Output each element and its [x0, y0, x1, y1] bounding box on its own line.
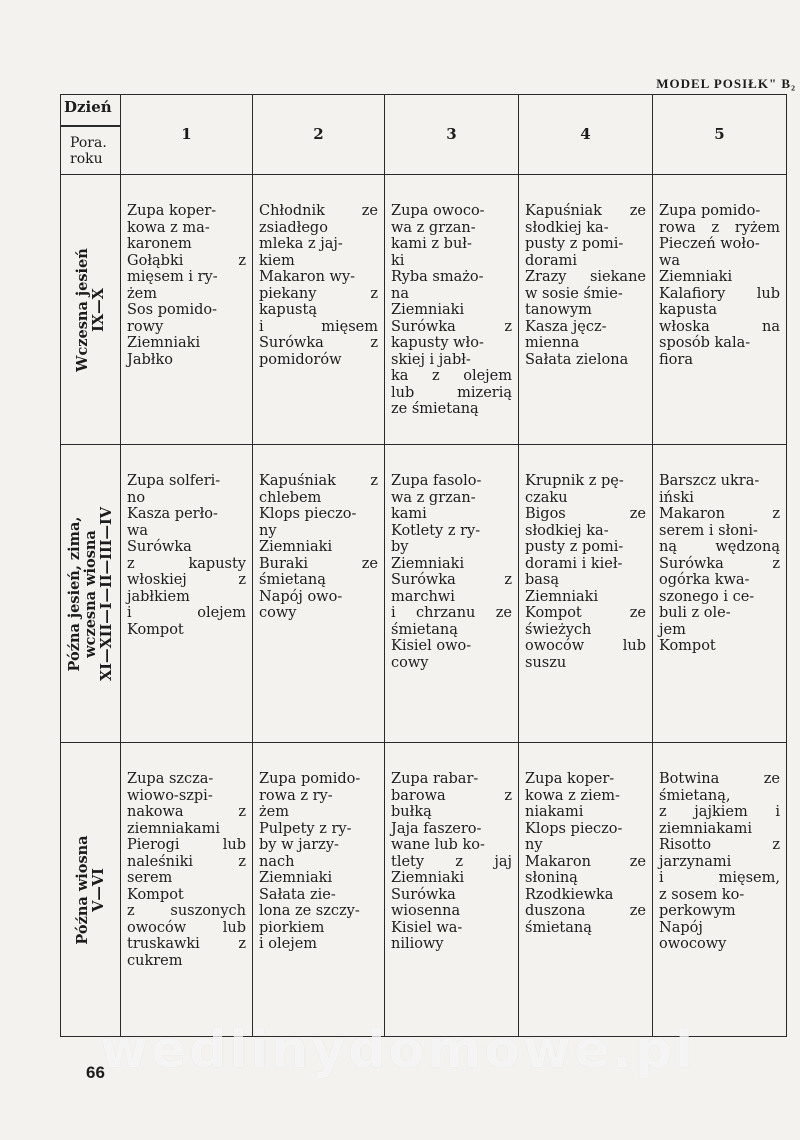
- menu-cell-day-4: [519, 445, 653, 743]
- season-label-line: Wczesna jesień: [73, 247, 91, 372]
- menu-line: pomidorów: [259, 351, 342, 368]
- menu-line: zsiadłego: [259, 219, 328, 236]
- menu-line: Zupa rabar-: [391, 771, 479, 787]
- menu-line: rowa z ry-: [259, 787, 333, 804]
- menu-line: Rzodkiewka: [525, 886, 614, 903]
- menu-line: słodkiej ka-: [525, 219, 609, 236]
- menu-line: Botwina ze: [659, 771, 780, 787]
- menu-line: śmietaną,: [659, 787, 731, 804]
- menu-line: nach: [259, 853, 295, 870]
- corner-divider: [61, 125, 120, 127]
- menu-line: świeżych: [525, 621, 592, 638]
- day-label: Dzień: [64, 98, 112, 116]
- menu-line: Kotlety z ry-: [391, 522, 481, 539]
- menu-line: pusty z pomi-: [525, 236, 624, 252]
- menu-line: piekany z: [259, 285, 378, 302]
- menu-line: Surówka: [127, 539, 192, 555]
- season-label-line: IX—X: [89, 287, 107, 332]
- menu-line: ziemniakami: [659, 820, 753, 837]
- menu-line: by w jarzy-: [259, 837, 339, 853]
- season-label-line: V—VI: [89, 867, 107, 912]
- menu-line: Risotto z: [659, 837, 780, 853]
- menu-line: barowa z: [391, 787, 512, 804]
- menu-line: tlety z jaj: [391, 853, 512, 870]
- header-row: [61, 95, 787, 175]
- menu-line: duszona ze: [525, 903, 646, 919]
- menu-line: żem: [259, 804, 289, 820]
- menu-line: Surówka z: [391, 318, 512, 335]
- season-label: [75, 835, 107, 944]
- menu-cell-day-5: [653, 743, 787, 1037]
- menu-line: jem: [659, 621, 686, 638]
- menu-line: wiowo-szpi-: [127, 787, 213, 804]
- menu-line: śmietaną: [391, 621, 458, 638]
- menu-line: skiej i jabł-: [391, 351, 471, 368]
- menu-line: kowa z ziem-: [525, 787, 620, 804]
- menu-line: Ziemniaki: [391, 555, 465, 572]
- menu-line: Pulpety z ry-: [259, 820, 352, 837]
- menu-line: Kompot ze: [525, 605, 646, 621]
- menu-line: no: [127, 489, 146, 506]
- menu-line: czaku: [525, 489, 568, 506]
- menu-line: włoskiej z: [127, 572, 246, 588]
- menu-line: fiora: [659, 351, 693, 368]
- menu-line: cowy: [391, 654, 429, 671]
- menu-line: ka z olejem: [391, 368, 512, 384]
- menu-line: mienna: [525, 335, 580, 351]
- menu-line: bułką: [391, 804, 432, 820]
- menu-line: Jaja faszero-: [391, 820, 482, 837]
- menu-line: cukrem: [127, 952, 183, 969]
- menu-line: niakami: [525, 804, 584, 820]
- menu-line: Zupa koper-: [525, 771, 615, 787]
- menu-line: na: [391, 285, 409, 302]
- menu-line: Ziemniaki: [259, 870, 333, 886]
- menu-line: ze śmietaną: [391, 401, 479, 417]
- menu-line: Ziemniaki: [525, 588, 599, 605]
- menu-line: nakowa z: [127, 804, 246, 820]
- menu-line: jabłkiem: [127, 588, 190, 605]
- corner-cell: [61, 95, 121, 175]
- menu-line: wane lub ko-: [391, 837, 485, 853]
- menu-line: wa: [659, 252, 681, 269]
- season-label: [75, 248, 107, 372]
- menu-line: ną wędzoną: [659, 539, 780, 555]
- menu-line: sposób kala-: [659, 335, 751, 351]
- menu-line: tanowym: [525, 302, 592, 318]
- menu-line: ziemniakami: [127, 820, 221, 837]
- season-label-line: XI—XII—I—II—III—IV: [97, 506, 115, 681]
- menu-line: ny: [259, 522, 277, 539]
- menu-cell-day-4: [519, 743, 653, 1037]
- menu-line: piorkiem: [259, 919, 325, 936]
- menu-line: kami: [391, 506, 427, 522]
- menu-line: wa z grzan-: [391, 219, 476, 236]
- menu-line: Sałata zielona: [525, 351, 629, 368]
- menu-line: ogórka kwa-: [659, 572, 750, 588]
- menu-line: ny: [525, 837, 543, 853]
- menu-line: kami z buł-: [391, 236, 472, 252]
- menu-line: owoców lub: [127, 919, 246, 936]
- menu-cell-day-1: [121, 175, 253, 445]
- menu-line: Ziemniaki: [391, 302, 465, 318]
- menu-line: Ziemniaki: [659, 269, 733, 285]
- menu-line: i mięsem: [259, 318, 378, 335]
- menu-line: słodkiej ka-: [525, 522, 609, 539]
- menu-line: Pieczeń woło-: [659, 236, 760, 252]
- menu-line: serem i słoni-: [659, 522, 758, 539]
- menu-line: Ziemniaki: [391, 870, 465, 886]
- menu-line: rowa z ryżem: [659, 219, 780, 236]
- menu-line: Kapuśniak ze: [525, 203, 646, 219]
- day-header-2: 2: [253, 95, 385, 175]
- menu-line: Jabłko: [127, 351, 173, 368]
- menu-cell-day-5: [653, 175, 787, 445]
- menu-cell-day-5: [653, 445, 787, 743]
- menu-line: słoniną: [525, 870, 578, 886]
- menu-line: kowa z ma-: [127, 219, 210, 236]
- menu-line: marchwi: [391, 588, 455, 605]
- season-cell: [61, 743, 121, 1037]
- menu-line: Bigos ze: [525, 506, 646, 522]
- season-label-line: Późna wiosna: [73, 834, 91, 945]
- menu-line: i mięsem,: [659, 870, 780, 886]
- menu-cell-day-1: [121, 445, 253, 743]
- menu-line: owocowy: [659, 936, 727, 952]
- menu-line: śmietaną: [259, 572, 326, 588]
- menu-line: by: [391, 539, 409, 555]
- menu-line: Kalafiory lub: [659, 285, 780, 302]
- menu-line: chlebem: [259, 489, 322, 506]
- day-header-4: 4: [519, 95, 653, 175]
- menu-line: owoców lub: [525, 638, 646, 654]
- season-row-late-autumn-winter: [61, 445, 787, 743]
- season-row-early-autumn: [61, 175, 787, 445]
- menu-line: cowy: [259, 605, 297, 621]
- menu-line: suszu: [525, 654, 567, 671]
- season-cell: [61, 175, 121, 445]
- menu-line: kiem: [259, 252, 295, 269]
- menu-line: Zupa owoco-: [391, 203, 485, 219]
- menu-line: Krupnik z pę-: [525, 473, 624, 489]
- menu-line: Surówka z: [259, 335, 378, 351]
- menu-line: Kompot: [127, 621, 184, 638]
- menu-line: Makaron z: [659, 506, 780, 522]
- menu-line: Surówka z: [391, 572, 512, 588]
- menu-line: Surówka: [391, 886, 456, 903]
- day-header-5: 5: [653, 95, 787, 175]
- menu-line: ki: [391, 252, 405, 269]
- menu-line: iński: [659, 489, 694, 506]
- menu-line: Kompot: [659, 638, 716, 654]
- menu-line: wa z grzan-: [391, 489, 476, 506]
- menu-line: kapustą: [259, 302, 317, 318]
- page-number: 66: [86, 1063, 105, 1082]
- menu-line: mleka z jaj-: [259, 236, 343, 252]
- menu-line: basą: [525, 572, 560, 588]
- menu-line: Zupa pomido-: [259, 771, 361, 787]
- menu-line: Kompot: [127, 886, 184, 903]
- menu-line: perkowym: [659, 903, 736, 919]
- menu-line: karonem: [127, 236, 192, 252]
- menu-line: z kapusty: [127, 555, 246, 572]
- menu-line: Kapuśniak z: [259, 473, 378, 489]
- menu-cell-day-3: [385, 743, 519, 1037]
- menu-cell-day-1: [121, 743, 253, 1037]
- menu-line: Zrazy siekane: [525, 269, 646, 285]
- day-header-1: 1: [121, 95, 253, 175]
- meal-plan-table-wrap: [60, 94, 786, 1036]
- menu-line: Zupa pomido-: [659, 203, 761, 219]
- menu-line: Klops pieczo-: [525, 820, 623, 837]
- menu-line: lona ze szczy-: [259, 903, 360, 919]
- menu-line: serem: [127, 870, 173, 886]
- menu-line: Gołąbki z: [127, 252, 246, 269]
- meal-plan-table: [60, 94, 787, 1037]
- menu-line: śmietaną: [525, 919, 592, 936]
- menu-line: Kisiel owo-: [391, 638, 472, 654]
- menu-line: pusty z pomi-: [525, 539, 624, 555]
- menu-line: truskawki z: [127, 936, 246, 952]
- season-label-line1: Pora.: [70, 135, 107, 151]
- menu-line: kapusty wło-: [391, 335, 484, 351]
- menu-line: Barszcz ukra-: [659, 473, 760, 489]
- menu-line: wa: [127, 522, 149, 539]
- day-header-3: 3: [385, 95, 519, 175]
- menu-line: naleśniki z: [127, 853, 246, 870]
- season-label-line: wczesna wiosna: [81, 529, 99, 658]
- menu-cell-day-3: [385, 445, 519, 743]
- menu-line: Chłodnik ze: [259, 203, 378, 219]
- menu-line: jarzynami: [659, 853, 732, 870]
- menu-line: rowy: [127, 318, 164, 335]
- menu-line: Sałata zie-: [259, 886, 336, 903]
- menu-line: Ziemniaki: [127, 335, 201, 351]
- menu-cell-day-3: [385, 175, 519, 445]
- season-label-line: Późna jesień, zima,: [65, 516, 83, 671]
- menu-cell-day-2: [253, 175, 385, 445]
- menu-line: Ryba smażo-: [391, 269, 484, 285]
- menu-line: buli z ole-: [659, 605, 731, 621]
- menu-line: Napój owo-: [259, 588, 343, 605]
- menu-line: Pierogi lub: [127, 837, 246, 853]
- menu-cell-day-2: [253, 743, 385, 1037]
- menu-line: Zupa koper-: [127, 203, 217, 219]
- menu-line: z sosem ko-: [659, 886, 745, 903]
- menu-line: i olejem: [127, 605, 246, 621]
- menu-line: Surówka z: [659, 555, 780, 572]
- menu-line: dorami: [525, 252, 577, 269]
- menu-line: Zupa szcza-: [127, 771, 214, 787]
- menu-line: i olejem: [259, 936, 318, 952]
- menu-line: Ziemniaki: [259, 539, 333, 555]
- menu-line: Zupa solferi-: [127, 473, 221, 489]
- menu-line: Kisiel wa-: [391, 919, 463, 936]
- menu-line: Kasza perło-: [127, 506, 218, 522]
- menu-line: Zupa fasolo-: [391, 473, 482, 489]
- menu-cell-day-4: [519, 175, 653, 445]
- season-cell: [61, 445, 121, 743]
- menu-line: z jajkiem i: [659, 804, 780, 820]
- menu-line: Sos pomido-: [127, 302, 218, 318]
- season-row-late-spring: [61, 743, 787, 1037]
- menu-line: Buraki ze: [259, 555, 378, 572]
- menu-line: Makaron ze: [525, 853, 646, 870]
- menu-line: w sosie śmie-: [525, 285, 623, 302]
- menu-line: mięsem i ry-: [127, 269, 218, 285]
- watermark: wedlinydomowe.pl: [100, 1020, 697, 1080]
- menu-line: z suszonych: [127, 903, 246, 919]
- menu-line: włoska na: [659, 318, 780, 335]
- menu-cell-day-2: [253, 445, 385, 743]
- menu-line: Kasza jęcz-: [525, 318, 607, 335]
- menu-line: Klops pieczo-: [259, 506, 357, 522]
- menu-line: niliowy: [391, 936, 444, 952]
- menu-line: kapusta: [659, 302, 717, 318]
- menu-line: wiosenna: [391, 903, 461, 919]
- menu-line: żem: [127, 285, 157, 302]
- menu-line: Makaron wy-: [259, 269, 356, 285]
- menu-line: i chrzanu ze: [391, 605, 512, 621]
- season-label-line2: roku: [70, 151, 103, 167]
- season-label: [67, 506, 115, 680]
- menu-line: szonego i ce-: [659, 588, 755, 605]
- menu-line: Napój: [659, 919, 703, 936]
- menu-line: lub mizerią: [391, 384, 512, 401]
- menu-line: dorami i kieł-: [525, 555, 623, 572]
- page-header: MODEL POSIŁK" B₂: [656, 76, 796, 91]
